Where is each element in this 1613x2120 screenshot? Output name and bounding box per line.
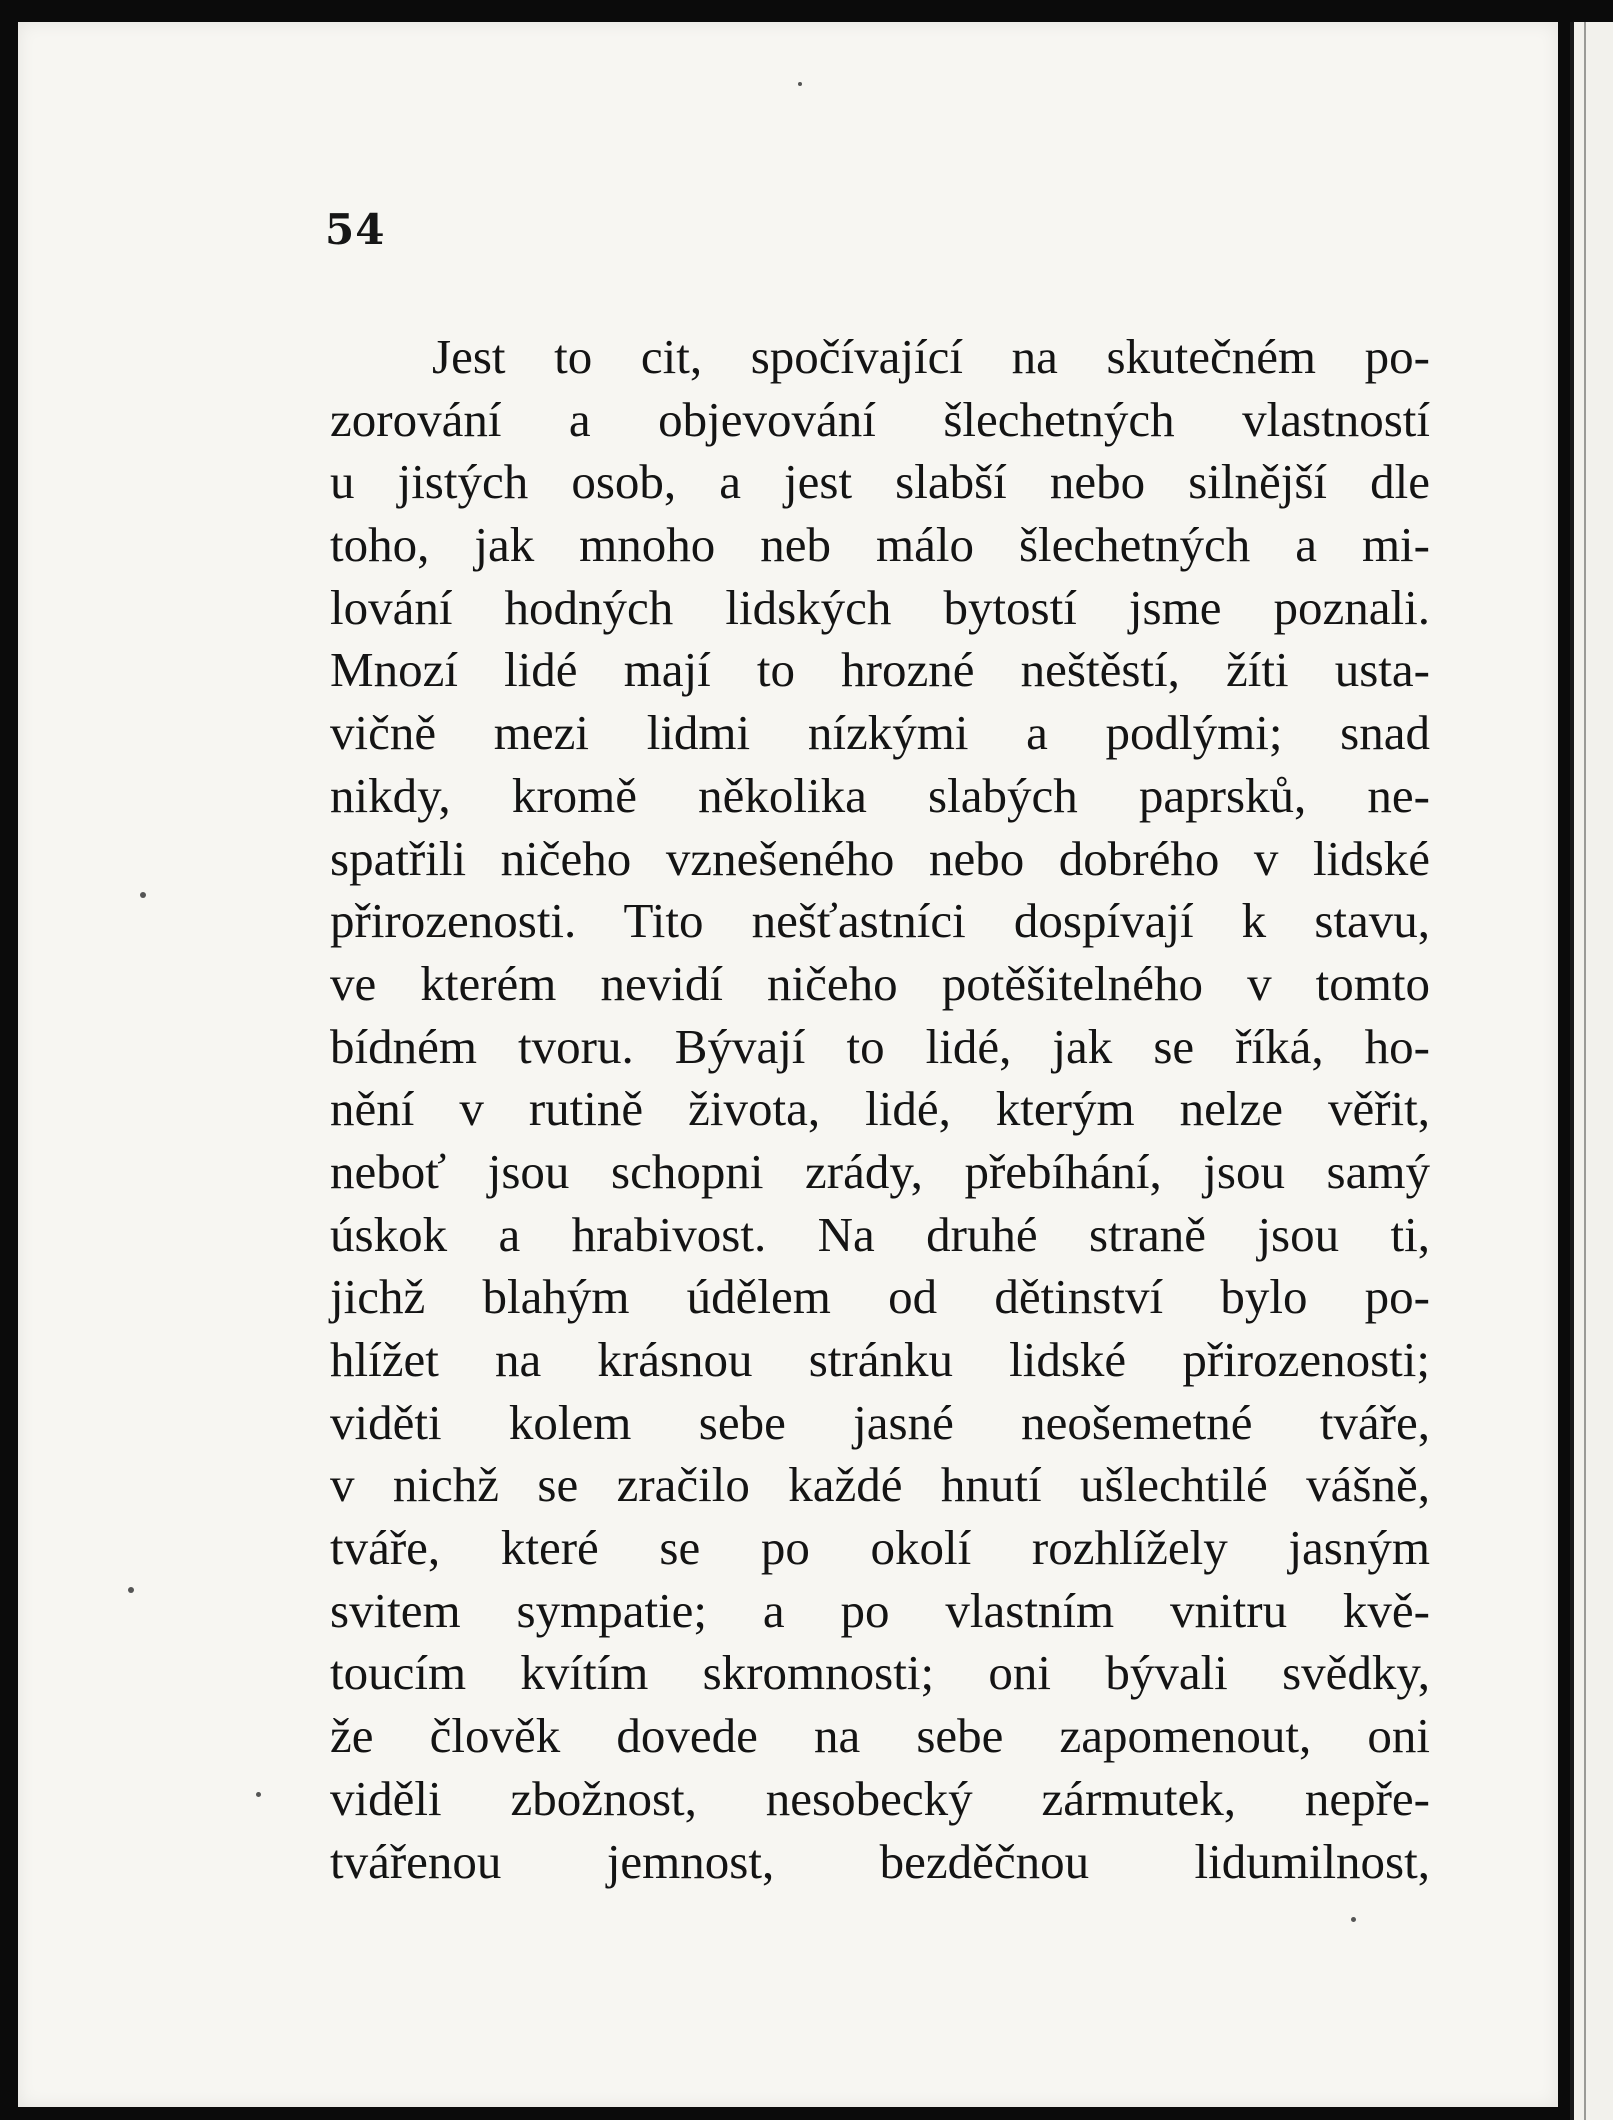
text-line: lování hodných lidských bytostí jsme poznali. <box>330 579 1430 635</box>
text-line: viděti kolem sebe jasné neošemetné tváře, <box>330 1394 1430 1450</box>
text-line: Jest to cit, spočívající na skutečném po- <box>432 329 1430 384</box>
text-line: bídném tvoru. Bývají to lidé, jak se říká, ho- <box>330 1018 1430 1074</box>
text-line: svitem sympatie; a po vlastním vnitru kvě- <box>330 1582 1430 1638</box>
text-line: toho, jak mnoho neb málo šlechetných a mi- <box>330 517 1430 573</box>
text-line: přirozenosti. Tito nešťastníci dospívají k stavu, <box>330 893 1430 949</box>
text-line: nění v rutině života, lidé, kterým nelze věřit, <box>330 1081 1430 1137</box>
paper-speck <box>140 892 146 898</box>
text-line: jichž blahým údělem od dětinství bylo po- <box>330 1269 1430 1325</box>
adjacent-page-edge <box>1570 22 1613 2120</box>
text-line: toucím kvítím skromnosti; oni bývali svědky, <box>330 1645 1430 1701</box>
paper-speck <box>256 1792 261 1797</box>
paper-speck <box>128 1587 134 1593</box>
text-line: úskok a hrabivost. Na druhé straně jsou ti, <box>330 1206 1430 1262</box>
text-line: ve kterém nevidí ničeho potěšitelného v tomto <box>330 955 1430 1011</box>
text-line: Mnozí lidé mají to hrozné neštěstí, žíti usta- <box>330 642 1430 698</box>
page-number: 54 <box>325 205 386 254</box>
text-line: tváře, které se po okolí rozhlížely jasným <box>330 1520 1430 1576</box>
text-line: tvářenou jemnost, bezděčnou lidumilnost, <box>330 1833 1430 1889</box>
text-line: spatřili ničeho vznešeného nebo dobrého v lidské <box>330 830 1430 886</box>
text-line: hlížet na krásnou stránku lidské přirozenosti; <box>330 1332 1430 1387</box>
text-line: neboť jsou schopni zrády, přebíhání, jsou samý <box>330 1143 1430 1199</box>
text-line: vičně mezi lidmi nízkými a podlými; snad <box>330 705 1430 761</box>
paper-speck <box>1351 1917 1356 1922</box>
body-paragraph <box>330 326 1430 1893</box>
text-line: u jistých osob, a jest slabší nebo silnější dle <box>330 454 1430 510</box>
paper-speck <box>798 82 802 86</box>
text-line: zorování a objevování šlechetných vlastností <box>330 391 1430 447</box>
text-line: nikdy, kromě několika slabých paprsků, ne- <box>330 767 1430 823</box>
text-line: v nichž se zračilo každé hnutí ušlechtilé vášně, <box>330 1457 1430 1513</box>
text-line: viděli zbožnost, nesobecký zármutek, nepře- <box>330 1770 1430 1826</box>
text-line: že člověk dovede na sebe zapomenout, oni <box>330 1708 1430 1764</box>
